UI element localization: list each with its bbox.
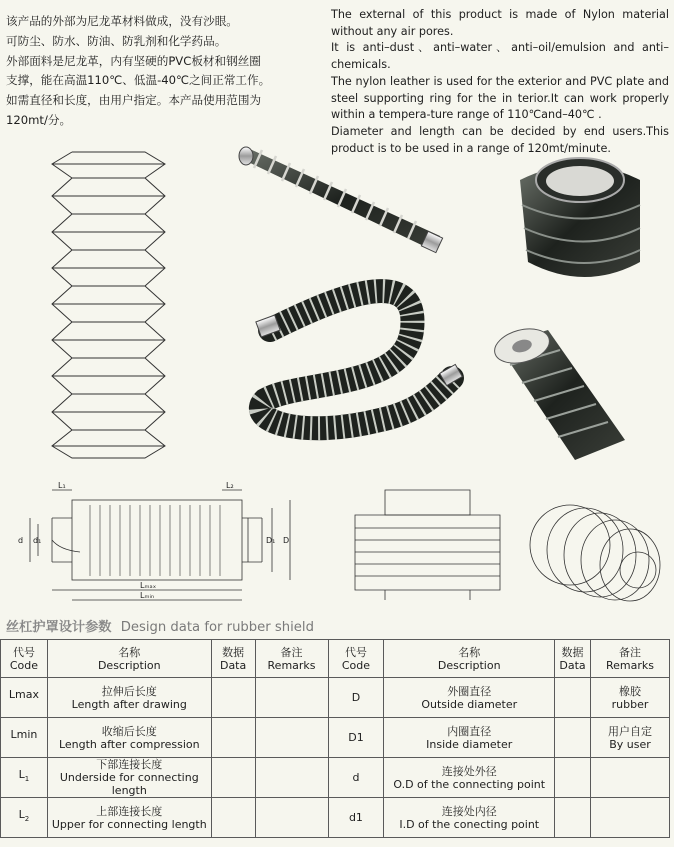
table-row — [1, 718, 670, 758]
intro-zh-line: 外部面料是尼龙革，内有坚硬的PVC板材和钢丝圈 — [6, 53, 261, 68]
remarks-cell — [591, 758, 670, 798]
table-title — [6, 616, 314, 635]
data-cell — [211, 758, 255, 798]
intro-en-para: Diameter and length can be decided by end users.This product is to be used in a range of 120mt/minute. — [331, 124, 669, 155]
col-header: 名称 Description — [47, 640, 211, 678]
description-cell: 连接处内径 I.D of the conecting point — [384, 798, 555, 838]
description-cell: 连接处外径 O.D of the connecting point — [384, 758, 555, 798]
intro-zh-line: 如需直径和长度，由用户指定。本产品使用范围为 — [6, 93, 262, 108]
data-cell — [211, 798, 255, 838]
remarks-cell — [255, 718, 328, 758]
label-l1: L₁ — [58, 481, 66, 490]
data-cell — [555, 678, 591, 718]
code-cell: $L_2$ — [1, 798, 48, 838]
description-cell: 拉伸后长度 Length after drawing — [47, 678, 211, 718]
description-cell: 下部连接长度 Underside for connecting length — [47, 758, 211, 798]
remarks-cell — [255, 798, 328, 838]
description-cell: 内圈直径 Inside diameter — [384, 718, 555, 758]
col-header: 备注 Remarks — [591, 640, 670, 678]
code-cell: d — [328, 758, 384, 798]
remarks-cell: 用户自定 By user — [591, 718, 670, 758]
description-cell: 上部连接长度 Upper for connecting length — [47, 798, 211, 838]
table-row — [1, 758, 670, 798]
code-cell: D1 — [328, 718, 384, 758]
label-d1: d₁ — [33, 536, 42, 545]
code-cell: Lmax — [1, 678, 48, 718]
remarks-cell — [255, 678, 328, 718]
data-cell — [211, 718, 255, 758]
col-header: 代号 Code — [1, 640, 48, 678]
curved-bellows-photo — [256, 291, 462, 428]
cone-bellows-drawing — [530, 505, 660, 601]
dimension-labels — [18, 481, 289, 600]
description-cell: 收缩后长度 Length after compression — [47, 718, 211, 758]
table-row — [1, 798, 670, 838]
data-cell — [555, 798, 591, 838]
straight-bellows-photo — [239, 147, 443, 253]
intro-zh-line: 支撑，能在高温110℃、低温-40℃之间正常工作。 — [6, 73, 271, 88]
table-title-en: Design data for rubber shield — [120, 620, 314, 635]
intro-en-para: The nylon leather is used for the exterior and PVC plate and steel supporting ring for the in terior.It can work properly within a tempera-ture range of 110℃and–40℃ . — [331, 74, 669, 122]
code-cell: $L_1$ — [1, 758, 48, 798]
code-cell: d1 — [328, 798, 384, 838]
design-data-table — [0, 639, 670, 838]
intro-zh-line: 该产品的外部为尼龙革材料做成，没有沙眼。 — [6, 14, 238, 28]
label-D: D — [283, 536, 290, 545]
remarks-cell: 橡胶 rubber — [591, 678, 670, 718]
intro-zh-line: 120mt/分。 — [6, 112, 72, 127]
col-header: 名称 Description — [384, 640, 555, 678]
label-l2: L₂ — [226, 481, 234, 490]
col-header: 备注 Remarks — [255, 640, 328, 678]
intro-zh-line: 可防尘、防水、防油、防乳剂和化学药品。 — [6, 33, 227, 48]
remarks-cell — [591, 798, 670, 838]
inclined-bellows-photo — [491, 323, 625, 460]
intro-en-para: The external of this product is made of Nylon material without any air pores. — [331, 8, 669, 38]
table-title-zh: 丝杠护罩设计参数 — [6, 620, 112, 635]
round-bellows-photo — [520, 158, 640, 277]
table-header-row — [1, 640, 670, 678]
table-row — [1, 678, 670, 718]
label-d: d — [18, 536, 24, 545]
label-D1: D₁ — [266, 536, 276, 545]
label-lmin: Lₘᵢₙ — [140, 591, 155, 600]
code-cell: Lmin — [1, 718, 48, 758]
col-header: 数据 Data — [555, 640, 591, 678]
data-cell — [211, 678, 255, 718]
col-header: 代号 Code — [328, 640, 384, 678]
data-cell — [555, 758, 591, 798]
bellows-outline-drawing — [52, 152, 165, 458]
code-cell: D — [328, 678, 384, 718]
intro-en-para: It is anti–dust、anti–water、anti–oil/emulsion and anti–chemicals. — [331, 41, 669, 72]
dimension-drawing — [30, 490, 290, 600]
description-cell: 外圈直径 Outside diameter — [384, 678, 555, 718]
remarks-cell — [255, 758, 328, 798]
square-bellows-drawing — [355, 490, 500, 600]
col-header: 数据 Data — [211, 640, 255, 678]
label-lmax: Lₘₐₓ — [140, 581, 157, 590]
data-cell — [555, 718, 591, 758]
